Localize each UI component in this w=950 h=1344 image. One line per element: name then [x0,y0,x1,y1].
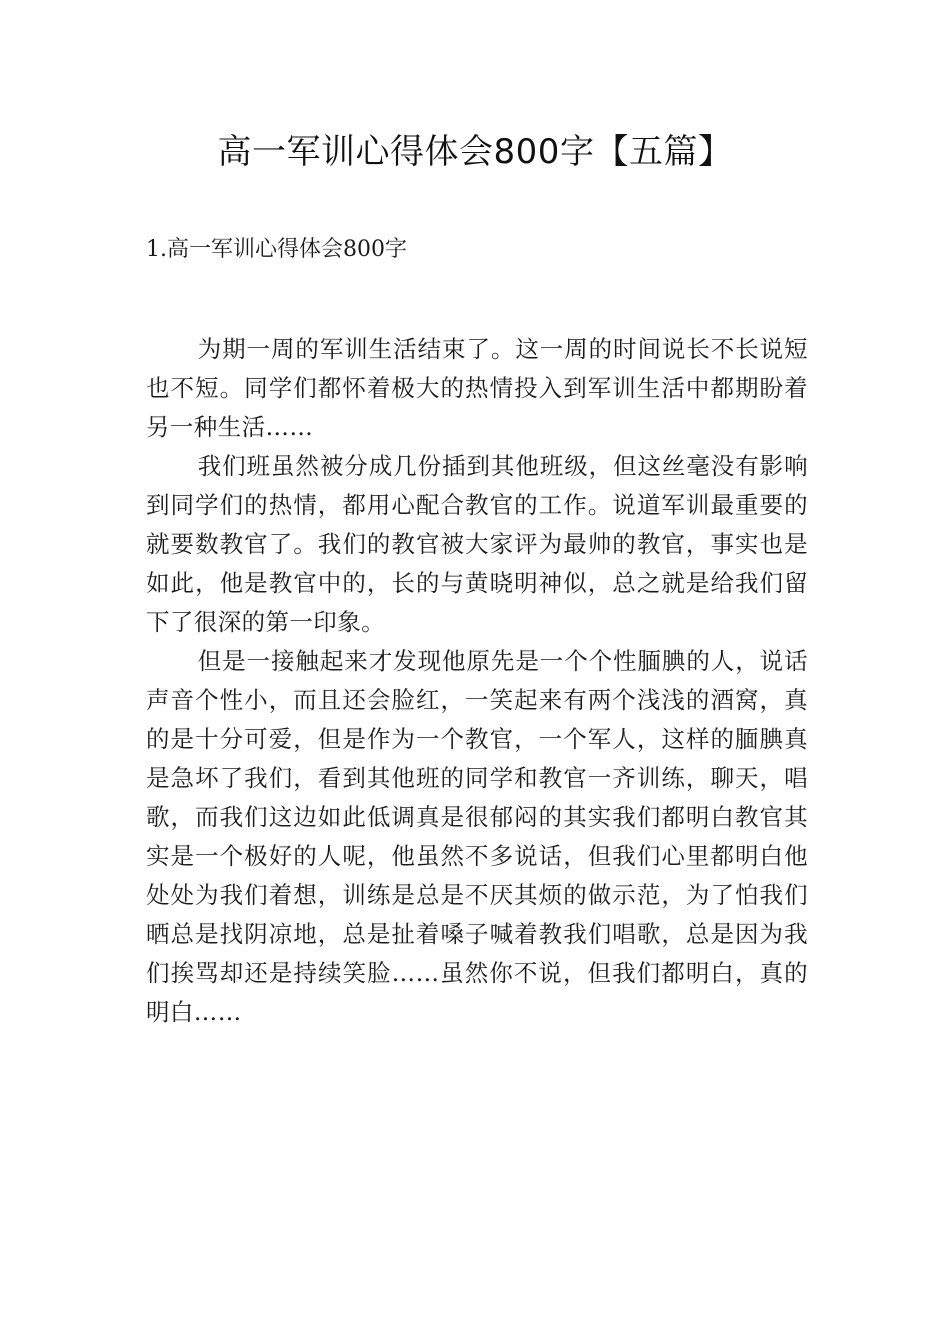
document-body [146,330,808,1032]
paragraph-2: 我们班虽然被分成几份插到其他班级，但这丝毫没有影响到同学们的热情，都用心配合教官的工作。说道军训最重要的就要数教官了。我们的教官被大家评为最帅的教官，事实也是如此，他是教官中的，长的与黄晓明神似，总之就是给我们留下了很深的第一印象。 [146,452,808,636]
document-title: 高一军训心得体会800字【五篇】 [217,132,733,172]
section-heading: 1.高一军训心得体会800字 [146,237,407,262]
paragraph-3: 但是一接触起来才发现他原先是一个个性腼腆的人，说话声音个性小，而且还会脸红，一笑起来有两个浅浅的酒窝，真的是十分可爱，但是作为一个教官，一个军人，这样的腼腆真是急坏了我们，看到其他班的同学和教官一齐训练，聊天，唱歌，而我们这边如此低调真是很郁闷的其实我们都明白教官其实是一个极好的人呢，他虽然不多说话，但我们心里都明白他处处为我们着想，训练是总是不厌其烦的做示范，为了怕我们晒总是找阴凉地，总是扯着嗓子喊着教我们唱歌，总是因为我们挨骂却还是持续笑脸……虽然你不说，但我们都明白，真的明白…… [146,647,808,1026]
paragraph-1: 为期一周的军训生活结束了。这一周的时间说长不长说短也不短。同学们都怀着极大的热情投入到军训生活中都期盼着另一种生活…… [146,335,808,441]
